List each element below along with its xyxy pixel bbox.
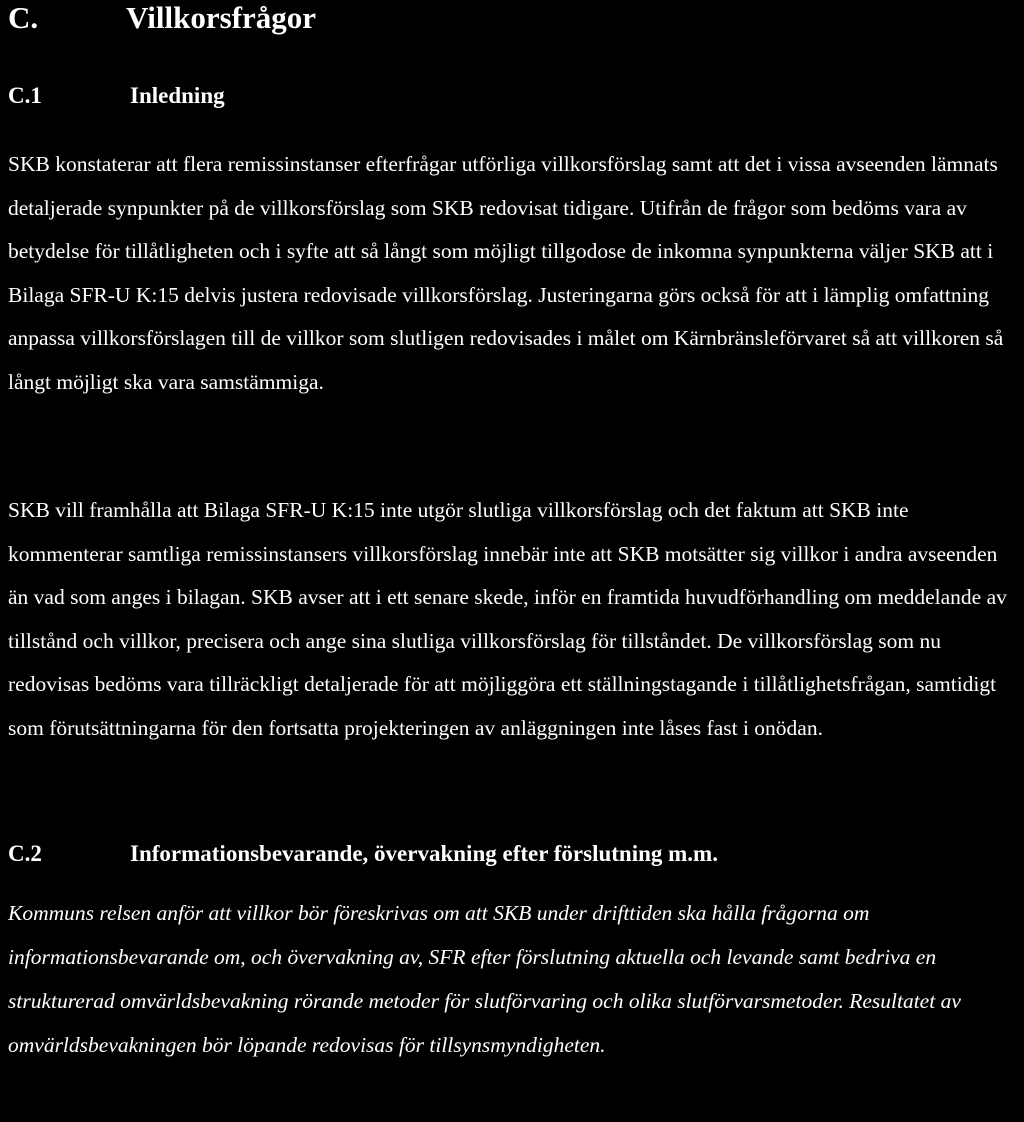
subsection-number: C.2 (8, 841, 42, 866)
subsection-number: C.1 (8, 83, 42, 108)
subsection-title: Inledning (130, 83, 225, 108)
paragraph-c1-1: SKB konstaterar att flera remissinstanser efterfrågar utförliga villkorsförslag samt att det i vissa avseenden lämnats detaljerade synpunkter på de villkorsförslag som SKB redovisat tidigare. Utifrån de frågor som bedöms vara av betydelse för tillåtligheten och i syfte att så långt som möjligt tillgodose de inkomna synpunkterna väljer SKB att i Bilaga SFR-U K:15 delvis justera redovisade villkorsförslag. Justeringarna görs också för att i lämplig omfattning anpassa villkorsförslagen till de villkor som slutligen redovisades i målet om Kärnbränsleförvaret så att villkoren så långt möjligt ska vara samstämmiga. (8, 152, 1004, 394)
paragraph-c2-1: Kommuns relsen anför att villkor bör föreskrivas om att SKB under drifttiden ska hålla frågorna om informationsbevarande om, och övervakning av, SFR efter förslutning aktuella och levande samt bedriva en strukturerad omvärldsbevakning rörande metoder för slutförvaring och olika slutförvarsmetoder. Resultatet av omvärldsbevakningen bör löpande redovisas för tillsynsmyndigheten. (8, 901, 961, 1057)
paragraph-c1-2: SKB vill framhålla att Bilaga SFR-U K:15 inte utgör slutliga villkorsförslag och det faktum att SKB inte kommenterar samtliga remissinstansers villkorsförslag innebär inte att SKB motsätter sig villkor i andra avseenden än vad som anges i bilagan. SKB avser att i ett senare skede, inför en framtida huvudförhandling om meddelande av tillstånd och villkor, precisera och ange sina slutliga villkorsförslag för tillståndet. De villkorsförslag som nu redovisas bedöms vara tillräckligt detaljerade för att möjliggöra ett ställningstagande i tillåtlighetsfrågan, samtidigt som förutsättningarna för den fortsatta projekteringen av anläggningen inte låses fast i onödan. (8, 498, 1007, 740)
section-number: C. (8, 0, 39, 35)
section-title: Villkorsfrågor (126, 0, 316, 35)
subsection-title: Informationsbevarande, övervakning efter förslutning m.m. (130, 841, 718, 866)
